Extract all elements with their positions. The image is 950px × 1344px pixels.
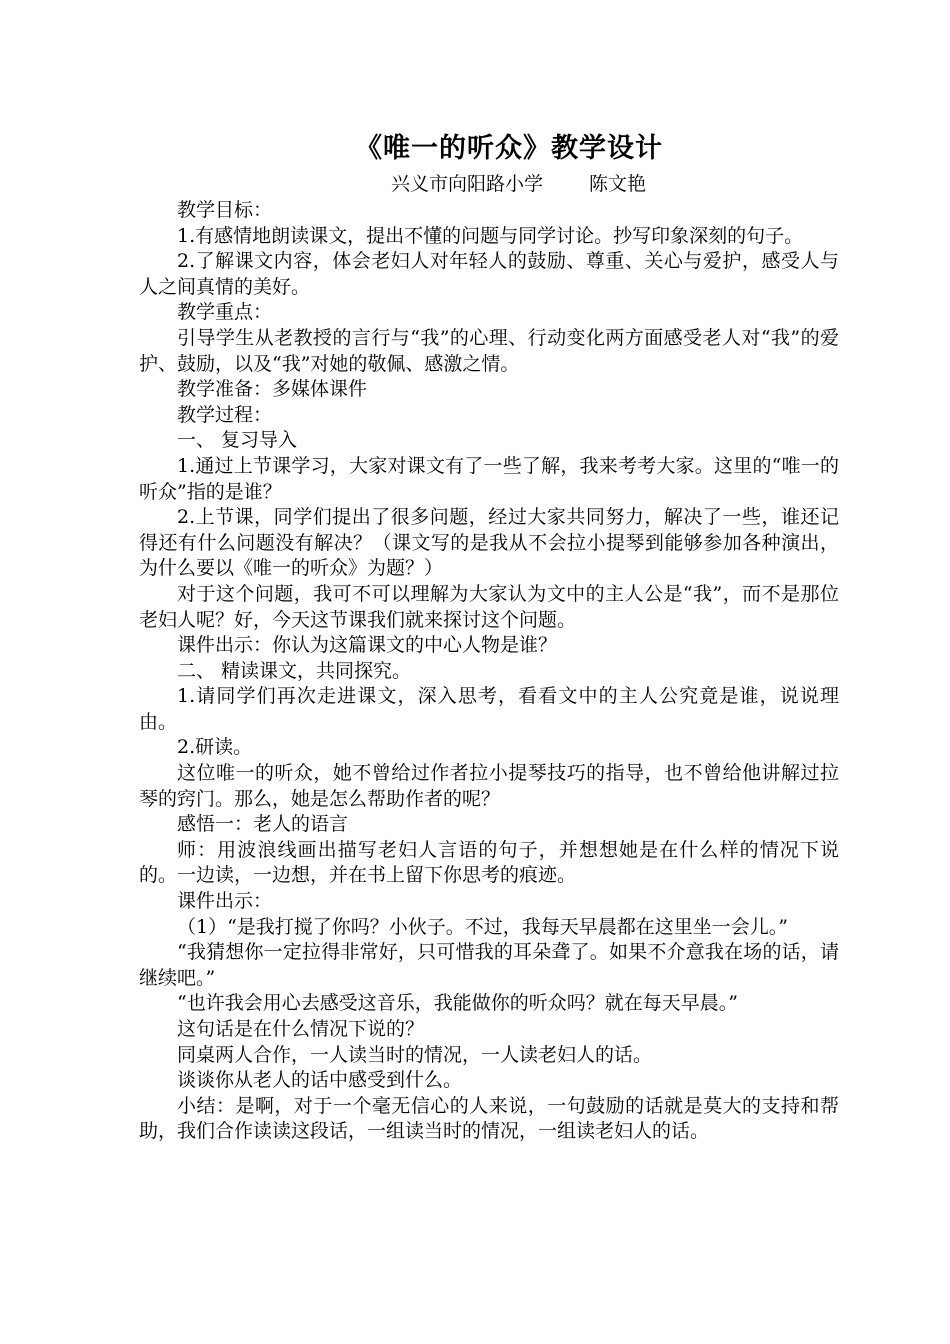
paragraph: 2.研读。 xyxy=(177,736,253,759)
paragraph: 这位唯一的听众，她不曾给过作者拉小提琴技巧的指导，也不曾给他讲解过拉琴的窍门。那么，她是怎么帮助作者的呢？ xyxy=(139,762,839,810)
preparation-line: 教学准备：多媒体课件 xyxy=(177,378,368,401)
document-content xyxy=(139,198,839,1145)
paragraph: 课件出示：你认为这篇课文的中心人物是谁？ xyxy=(177,634,558,657)
quote: “我猜想你一定拉得非常好，只可惜我的耳朵聋了。如果不介意我在场的话，请继续吧。” xyxy=(139,941,839,989)
paragraph: 1.通过上节课学习，大家对课文有了一些了解，我来考考大家。这里的“唯一的听众”指的是谁？ xyxy=(139,454,839,503)
paragraph: 1.请同学们再次走进课文，深入思考，看看文中的主人公究竟是谁，说说理由。 xyxy=(139,685,839,733)
paragraph: 师：用波浪线画出描写老妇人言语的句子，并想想她是在什么样的情况下说的。一边读，一边想，并在书上留下你思考的痕迹。 xyxy=(139,838,839,887)
author-line xyxy=(139,170,839,198)
objective-2: 2.了解课文内容，体会老妇人对年轻人的鼓励、尊重、关心与爱护，感受人与人之间真情的美好。 xyxy=(139,250,839,298)
paragraph: 谈谈你从老人的话中感受到什么。 xyxy=(177,1069,463,1092)
section-heading-objectives: 教学目标： xyxy=(177,199,273,221)
author-name: 陈文艳 xyxy=(589,173,647,195)
paragraph: 对于这个问题，我可不可以理解为大家认为文中的主人公是“我”，而不是那位老妇人呢？好，今天这节课我们就来探讨这个问题。 xyxy=(139,582,839,631)
school-name: 兴义市向阳路小学 xyxy=(391,173,544,195)
insight-1-heading: 感悟一：老人的语言 xyxy=(177,813,349,836)
section-heading-process: 教学过程： xyxy=(177,403,273,426)
paragraph: 同桌两人合作，一人读当时的情况，一人读老妇人的话。 xyxy=(177,1043,653,1066)
summary-paragraph: 小结：是啊，对于一个毫无信心的人来说，一句鼓励的话就是莫大的支持和帮助，我们合作读读这段话，一组读当时的情况，一组读老妇人的话。 xyxy=(139,1094,839,1143)
paragraph: 课件出示： xyxy=(177,890,273,913)
objective-1: 1.有感情地朗读课文，提出不懂的问题与同学讨论。抄写印象深刻的句子。 xyxy=(177,224,804,247)
key-points-text: 引导学生从老教授的言行与“我”的心理、行动变化两方面感受老人对“我”的爱护、鼓励，以及“我”对她的敬佩、感激之情。 xyxy=(139,326,839,375)
quote: （1）“是我打搅了你吗？小伙子。不过，我每天早晨都在这里坐一会儿。” xyxy=(177,915,789,938)
part-2-heading: 二、 精读课文，共同探究。 xyxy=(177,659,412,682)
document-body xyxy=(139,128,839,1145)
paragraph: 2.上节课，同学们提出了很多问题，经过大家共同努力，解决了一些，谁还记得还有什么问题没有解决？（课文写的是我从不会拉小提琴到能够参加各种演出，为什么要以《唯一的听众》为题？） xyxy=(139,506,839,580)
part-1-heading: 一、 复习导入 xyxy=(177,429,298,452)
section-heading-key-points: 教学重点： xyxy=(177,301,273,324)
document-title: 《唯一的听众》教学设计 xyxy=(355,133,663,164)
paragraph: 这句话是在什么情况下说的？ xyxy=(177,1018,425,1040)
quote: “也许我会用心去感受这音乐，我能做你的听众吗？就在每天早晨。” xyxy=(177,992,738,1015)
